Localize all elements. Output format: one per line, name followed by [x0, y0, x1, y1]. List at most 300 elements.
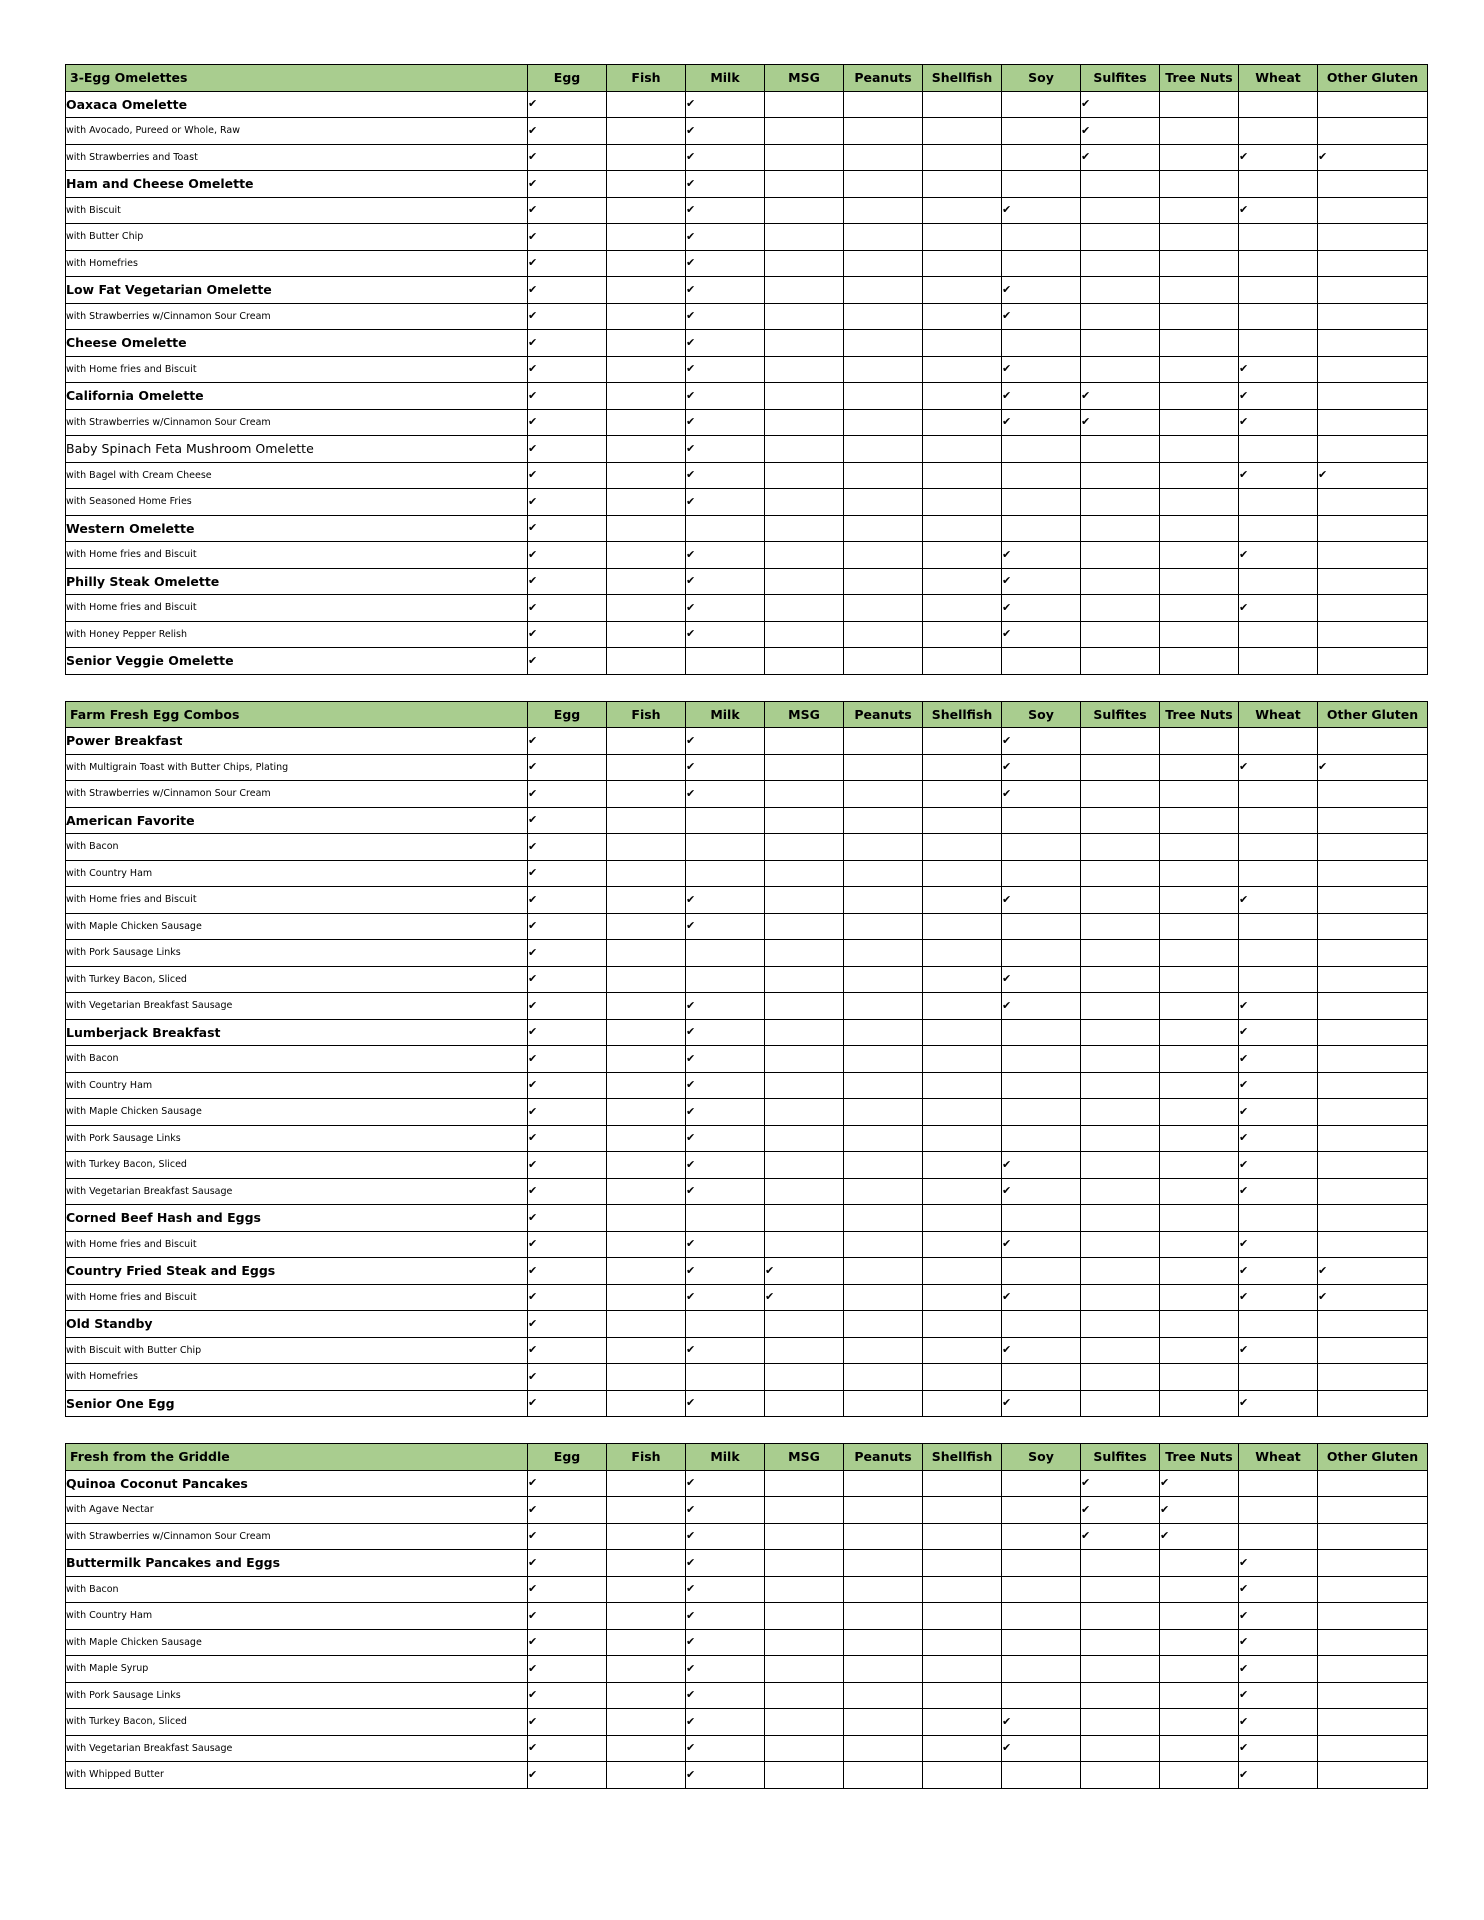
allergen-cell-soy	[1002, 1603, 1081, 1630]
allergen-cell-other-gluten	[1318, 993, 1428, 1020]
allergen-cell-soy	[1002, 1231, 1081, 1258]
allergen-cell-sulfites	[1081, 1364, 1160, 1391]
allergen-cell-soy	[1002, 436, 1081, 463]
allergen-cell-soy	[1002, 1046, 1081, 1073]
column-header-sulfites: Sulfites	[1081, 701, 1160, 728]
allergen-cell-peanuts	[844, 1046, 923, 1073]
column-header-msg: MSG	[765, 65, 844, 92]
allergen-cell-peanuts	[844, 303, 923, 330]
allergen-cell-sulfites	[1081, 1656, 1160, 1683]
allergen-cell-fish	[607, 1046, 686, 1073]
checkmark-icon: ✔	[686, 1582, 696, 1596]
allergen-cell-wheat	[1239, 250, 1318, 277]
side-option-row	[66, 1125, 1428, 1152]
allergen-cell-milk	[686, 1576, 765, 1603]
allergen-cell-soy	[1002, 913, 1081, 940]
allergen-cell-shellfish	[923, 1125, 1002, 1152]
allergen-cell-wheat	[1239, 1762, 1318, 1789]
allergen-cell-msg	[765, 1709, 844, 1736]
checkmark-icon: ✔	[528, 1635, 538, 1649]
allergen-cell-other-gluten	[1318, 489, 1428, 516]
checkmark-icon: ✔	[686, 150, 696, 164]
side-option-row	[66, 1656, 1428, 1683]
allergen-cell-msg	[765, 303, 844, 330]
checkmark-icon: ✔	[1239, 1555, 1249, 1569]
side-option-name: with Maple Chicken Sausage	[66, 1629, 528, 1656]
checkmark-icon: ✔	[528, 998, 538, 1012]
side-option-row	[66, 542, 1428, 569]
allergen-cell-peanuts	[844, 91, 923, 118]
allergen-cell-wheat	[1239, 621, 1318, 648]
allergen-cell-fish	[607, 542, 686, 569]
checkmark-icon: ✔	[528, 388, 538, 402]
allergen-cell-msg	[765, 913, 844, 940]
allergen-cell-sulfites	[1081, 1284, 1160, 1311]
side-option-row	[66, 1629, 1428, 1656]
checkmark-icon: ✔	[1239, 1263, 1249, 1277]
allergen-cell-tree-nuts	[1160, 1523, 1239, 1550]
allergen-cell-msg	[765, 1258, 844, 1285]
side-option-row	[66, 1152, 1428, 1179]
allergen-cell-soy	[1002, 1099, 1081, 1126]
allergen-cell-tree-nuts	[1160, 436, 1239, 463]
allergen-cell-other-gluten	[1318, 1284, 1428, 1311]
allergen-cell-shellfish	[923, 621, 1002, 648]
allergen-cell-wheat	[1239, 1550, 1318, 1577]
allergen-cell-msg	[765, 1284, 844, 1311]
allergen-cell-wheat	[1239, 224, 1318, 251]
allergen-cell-soy	[1002, 277, 1081, 304]
allergen-cell-fish	[607, 1205, 686, 1232]
menu-item-row	[66, 568, 1428, 595]
column-header-shellfish: Shellfish	[923, 65, 1002, 92]
checkmark-icon: ✔	[1002, 733, 1012, 747]
allergen-cell-soy	[1002, 621, 1081, 648]
allergen-cell-shellfish	[923, 356, 1002, 383]
allergen-cell-tree-nuts	[1160, 1231, 1239, 1258]
allergen-cell-shellfish	[923, 1390, 1002, 1417]
allergen-cell-milk	[686, 648, 765, 675]
allergen-cell-soy	[1002, 1470, 1081, 1497]
allergen-cell-egg	[528, 913, 607, 940]
menu-item-row	[66, 277, 1428, 304]
allergen-cell-egg	[528, 171, 607, 198]
checkmark-icon: ✔	[1239, 1767, 1249, 1781]
column-header-egg: Egg	[528, 1444, 607, 1471]
allergen-cell-peanuts	[844, 648, 923, 675]
allergen-cell-sulfites	[1081, 754, 1160, 781]
checkmark-icon: ✔	[686, 760, 696, 774]
checkmark-icon: ✔	[1002, 362, 1012, 376]
allergen-cell-tree-nuts	[1160, 621, 1239, 648]
allergen-cell-fish	[607, 728, 686, 755]
allergen-cell-sulfites	[1081, 462, 1160, 489]
checkmark-icon: ✔	[1160, 1529, 1170, 1543]
allergen-cell-peanuts	[844, 436, 923, 463]
allergen-cell-milk	[686, 940, 765, 967]
checkmark-icon: ✔	[528, 1555, 538, 1569]
allergen-cell-tree-nuts	[1160, 1390, 1239, 1417]
allergen-cell-msg	[765, 171, 844, 198]
allergen-cell-tree-nuts	[1160, 1629, 1239, 1656]
allergen-cell-sulfites	[1081, 144, 1160, 171]
checkmark-icon: ✔	[528, 97, 538, 111]
allergen-cell-shellfish	[923, 966, 1002, 993]
allergen-cell-other-gluten	[1318, 781, 1428, 808]
allergen-cell-fish	[607, 1152, 686, 1179]
checkmark-icon: ✔	[686, 1741, 696, 1755]
allergen-cell-msg	[765, 197, 844, 224]
section-title: Farm Fresh Egg Combos	[66, 701, 528, 728]
checkmark-icon: ✔	[528, 1051, 538, 1065]
allergen-cell-milk	[686, 1178, 765, 1205]
checkmark-icon: ✔	[686, 1025, 696, 1039]
allergen-cell-wheat	[1239, 568, 1318, 595]
allergen-cell-egg	[528, 356, 607, 383]
menu-item-name: California Omelette	[66, 383, 528, 410]
column-header-wheat: Wheat	[1239, 701, 1318, 728]
checkmark-icon: ✔	[528, 972, 538, 986]
allergen-cell-fish	[607, 781, 686, 808]
allergen-cell-msg	[765, 1337, 844, 1364]
allergen-cell-peanuts	[844, 330, 923, 357]
allergen-cell-wheat	[1239, 1709, 1318, 1736]
checkmark-icon: ✔	[528, 256, 538, 270]
allergen-cell-milk	[686, 834, 765, 861]
side-option-name: with Pork Sausage Links	[66, 1125, 528, 1152]
allergen-cell-other-gluten	[1318, 1019, 1428, 1046]
allergen-cell-shellfish	[923, 568, 1002, 595]
allergen-cell-msg	[765, 542, 844, 569]
side-option-name: with Home fries and Biscuit	[66, 1284, 528, 1311]
side-option-name: with Home fries and Biscuit	[66, 595, 528, 622]
allergen-cell-other-gluten	[1318, 1231, 1428, 1258]
column-header-wheat: Wheat	[1239, 65, 1318, 92]
checkmark-icon: ✔	[686, 547, 696, 561]
allergen-cell-tree-nuts	[1160, 224, 1239, 251]
checkmark-icon: ✔	[1002, 415, 1012, 429]
allergen-cell-tree-nuts	[1160, 383, 1239, 410]
allergen-cell-soy	[1002, 91, 1081, 118]
column-header-milk: Milk	[686, 65, 765, 92]
checkmark-icon: ✔	[528, 547, 538, 561]
checkmark-icon: ✔	[528, 1582, 538, 1596]
allergen-cell-tree-nuts	[1160, 171, 1239, 198]
allergen-cell-sulfites	[1081, 303, 1160, 330]
allergen-cell-peanuts	[844, 197, 923, 224]
allergen-cell-soy	[1002, 648, 1081, 675]
allergen-cell-other-gluten	[1318, 1152, 1428, 1179]
allergen-cell-soy	[1002, 1364, 1081, 1391]
checkmark-icon: ✔	[1081, 1502, 1091, 1516]
allergen-cell-egg	[528, 542, 607, 569]
checkmark-icon: ✔	[1239, 1237, 1249, 1251]
allergen-cell-egg	[528, 1523, 607, 1550]
checkmark-icon: ✔	[528, 919, 538, 933]
checkmark-icon: ✔	[528, 1476, 538, 1490]
allergen-cell-soy	[1002, 993, 1081, 1020]
allergen-cell-sulfites	[1081, 1046, 1160, 1073]
allergen-cell-wheat	[1239, 436, 1318, 463]
column-header-shellfish: Shellfish	[923, 701, 1002, 728]
allergen-cell-sulfites	[1081, 197, 1160, 224]
allergen-cell-peanuts	[844, 993, 923, 1020]
allergen-cell-shellfish	[923, 1576, 1002, 1603]
allergen-cell-other-gluten	[1318, 171, 1428, 198]
column-header-egg: Egg	[528, 701, 607, 728]
allergen-cell-sulfites	[1081, 383, 1160, 410]
side-option-name: with Home fries and Biscuit	[66, 887, 528, 914]
allergen-cell-fish	[607, 1762, 686, 1789]
checkmark-icon: ✔	[765, 1263, 775, 1277]
allergen-cell-fish	[607, 887, 686, 914]
allergen-cell-milk	[686, 1231, 765, 1258]
allergen-cell-egg	[528, 515, 607, 542]
column-header-egg: Egg	[528, 65, 607, 92]
allergen-cell-sulfites	[1081, 277, 1160, 304]
allergen-cell-wheat	[1239, 913, 1318, 940]
allergen-cell-peanuts	[844, 1735, 923, 1762]
allergen-cell-peanuts	[844, 1682, 923, 1709]
side-option-name: with Strawberries w/Cinnamon Sour Cream	[66, 303, 528, 330]
column-header-tree-nuts: Tree Nuts	[1160, 701, 1239, 728]
allergen-cell-tree-nuts	[1160, 966, 1239, 993]
menu-item-name: Lumberjack Breakfast	[66, 1019, 528, 1046]
allergen-cell-peanuts	[844, 250, 923, 277]
allergen-cell-tree-nuts	[1160, 1178, 1239, 1205]
checkmark-icon: ✔	[528, 468, 538, 482]
allergen-cell-tree-nuts	[1160, 303, 1239, 330]
allergen-cell-fish	[607, 807, 686, 834]
allergen-cell-shellfish	[923, 489, 1002, 516]
allergen-cell-shellfish	[923, 1550, 1002, 1577]
allergen-cell-peanuts	[844, 595, 923, 622]
header-row	[66, 65, 1428, 92]
checkmark-icon: ✔	[686, 309, 696, 323]
allergen-cell-msg	[765, 383, 844, 410]
allergen-cell-egg	[528, 834, 607, 861]
allergen-cell-other-gluten	[1318, 1046, 1428, 1073]
allergen-cell-sulfites	[1081, 1205, 1160, 1232]
allergen-cell-peanuts	[844, 224, 923, 251]
menu-item-name: Old Standby	[66, 1311, 528, 1338]
allergen-cell-tree-nuts	[1160, 913, 1239, 940]
allergen-cell-msg	[765, 728, 844, 755]
checkmark-icon: ✔	[1239, 1025, 1249, 1039]
allergen-cell-peanuts	[844, 144, 923, 171]
allergen-cell-other-gluten	[1318, 118, 1428, 145]
allergen-cell-peanuts	[844, 1390, 923, 1417]
allergen-cell-sulfites	[1081, 515, 1160, 542]
checkmark-icon: ✔	[1002, 1396, 1012, 1410]
checkmark-icon: ✔	[528, 1316, 538, 1330]
menu-item-row	[66, 383, 1428, 410]
side-option-name: with Strawberries w/Cinnamon Sour Cream	[66, 409, 528, 436]
allergen-cell-shellfish	[923, 1735, 1002, 1762]
allergen-cell-tree-nuts	[1160, 1152, 1239, 1179]
checkmark-icon: ✔	[1239, 388, 1249, 402]
allergen-cell-wheat	[1239, 1576, 1318, 1603]
allergen-cell-tree-nuts	[1160, 1709, 1239, 1736]
allergen-cell-tree-nuts	[1160, 277, 1239, 304]
allergen-cell-egg	[528, 1735, 607, 1762]
allergen-cell-shellfish	[923, 754, 1002, 781]
allergen-cell-wheat	[1239, 1205, 1318, 1232]
checkmark-icon: ✔	[1239, 362, 1249, 376]
allergen-cell-fish	[607, 1603, 686, 1630]
allergen-cell-egg	[528, 1046, 607, 1073]
allergen-cell-soy	[1002, 1735, 1081, 1762]
allergen-cell-sulfites	[1081, 1152, 1160, 1179]
allergen-cell-sulfites	[1081, 1311, 1160, 1338]
allergen-cell-other-gluten	[1318, 621, 1428, 648]
side-option-name: with Avocado, Pureed or Whole, Raw	[66, 118, 528, 145]
allergen-cell-milk	[686, 1523, 765, 1550]
side-option-name: with Maple Syrup	[66, 1656, 528, 1683]
allergen-cell-soy	[1002, 860, 1081, 887]
allergen-cell-soy	[1002, 489, 1081, 516]
allergen-cell-shellfish	[923, 250, 1002, 277]
allergen-cell-shellfish	[923, 1682, 1002, 1709]
checkmark-icon: ✔	[1239, 1343, 1249, 1357]
allergen-cell-msg	[765, 1682, 844, 1709]
checkmark-icon: ✔	[686, 733, 696, 747]
allergen-cell-fish	[607, 1019, 686, 1046]
allergen-cell-other-gluten	[1318, 1682, 1428, 1709]
allergen-cell-shellfish	[923, 462, 1002, 489]
allergen-cell-milk	[686, 781, 765, 808]
checkmark-icon: ✔	[528, 892, 538, 906]
checkmark-icon: ✔	[528, 1343, 538, 1357]
checkmark-icon: ✔	[528, 441, 538, 455]
column-header-soy: Soy	[1002, 65, 1081, 92]
allergen-cell-shellfish	[923, 303, 1002, 330]
allergen-cell-sulfites	[1081, 860, 1160, 887]
allergen-cell-milk	[686, 887, 765, 914]
allergen-cell-tree-nuts	[1160, 462, 1239, 489]
allergen-cell-fish	[607, 1656, 686, 1683]
allergen-cell-tree-nuts	[1160, 648, 1239, 675]
checkmark-icon: ✔	[686, 415, 696, 429]
allergen-cell-soy	[1002, 250, 1081, 277]
allergen-cell-tree-nuts	[1160, 887, 1239, 914]
allergen-cell-peanuts	[844, 860, 923, 887]
allergen-cell-wheat	[1239, 887, 1318, 914]
allergen-cell-soy	[1002, 1576, 1081, 1603]
allergen-cell-sulfites	[1081, 489, 1160, 516]
allergen-cell-soy	[1002, 754, 1081, 781]
allergen-cell-other-gluten	[1318, 1550, 1428, 1577]
allergen-cell-milk	[686, 118, 765, 145]
allergen-cell-shellfish	[923, 1284, 1002, 1311]
allergen-cell-tree-nuts	[1160, 807, 1239, 834]
allergen-cell-milk	[686, 1152, 765, 1179]
allergen-cell-wheat	[1239, 197, 1318, 224]
checkmark-icon: ✔	[686, 998, 696, 1012]
allergen-cell-soy	[1002, 1125, 1081, 1152]
allergen-cell-milk	[686, 1099, 765, 1126]
allergen-cell-wheat	[1239, 1656, 1318, 1683]
checkmark-icon: ✔	[528, 653, 538, 667]
allergen-cell-shellfish	[923, 1470, 1002, 1497]
allergen-cell-tree-nuts	[1160, 940, 1239, 967]
side-option-name: with Bagel with Cream Cheese	[66, 462, 528, 489]
allergen-cell-fish	[607, 489, 686, 516]
allergen-cell-sulfites	[1081, 1735, 1160, 1762]
allergen-cell-peanuts	[844, 834, 923, 861]
allergen-cell-tree-nuts	[1160, 1125, 1239, 1152]
checkmark-icon: ✔	[528, 1184, 538, 1198]
checkmark-icon: ✔	[686, 1529, 696, 1543]
side-option-row	[66, 993, 1428, 1020]
checkmark-icon: ✔	[528, 415, 538, 429]
side-option-name: with Maple Chicken Sausage	[66, 1099, 528, 1126]
allergen-cell-peanuts	[844, 1550, 923, 1577]
allergen-cell-fish	[607, 1178, 686, 1205]
checkmark-icon: ✔	[686, 1714, 696, 1728]
allergen-cell-other-gluten	[1318, 728, 1428, 755]
allergen-cell-shellfish	[923, 1099, 1002, 1126]
allergen-cell-shellfish	[923, 728, 1002, 755]
allergen-cell-soy	[1002, 940, 1081, 967]
column-header-shellfish: Shellfish	[923, 1444, 1002, 1471]
allergen-cell-msg	[765, 1523, 844, 1550]
allergen-cell-wheat	[1239, 118, 1318, 145]
allergen-cell-fish	[607, 1072, 686, 1099]
allergen-cell-other-gluten	[1318, 1497, 1428, 1524]
allergen-cell-other-gluten	[1318, 1576, 1428, 1603]
allergen-cell-tree-nuts	[1160, 489, 1239, 516]
checkmark-icon: ✔	[686, 1078, 696, 1092]
checkmark-icon: ✔	[1318, 1290, 1328, 1304]
allergen-cell-egg	[528, 595, 607, 622]
allergen-cell-other-gluten	[1318, 197, 1428, 224]
allergen-cell-wheat	[1239, 1682, 1318, 1709]
checkmark-icon: ✔	[686, 1635, 696, 1649]
checkmark-icon: ✔	[528, 1502, 538, 1516]
allergen-cell-fish	[607, 1629, 686, 1656]
side-option-row	[66, 1497, 1428, 1524]
side-option-row	[66, 1337, 1428, 1364]
allergen-cell-sulfites	[1081, 1497, 1160, 1524]
allergen-cell-wheat	[1239, 462, 1318, 489]
allergen-table-farm-fresh-egg-combos	[65, 701, 1428, 1418]
allergen-cell-milk	[686, 277, 765, 304]
allergen-cell-wheat	[1239, 1099, 1318, 1126]
allergen-cell-soy	[1002, 383, 1081, 410]
allergen-cell-wheat	[1239, 303, 1318, 330]
allergen-cell-wheat	[1239, 1390, 1318, 1417]
allergen-cell-fish	[607, 224, 686, 251]
allergen-cell-other-gluten	[1318, 250, 1428, 277]
allergen-cell-egg	[528, 1231, 607, 1258]
allergen-cell-sulfites	[1081, 1550, 1160, 1577]
menu-item-row	[66, 1390, 1428, 1417]
header-row	[66, 1444, 1428, 1471]
allergen-cell-other-gluten	[1318, 568, 1428, 595]
allergen-cell-sulfites	[1081, 1603, 1160, 1630]
allergen-cell-msg	[765, 1046, 844, 1073]
checkmark-icon: ✔	[528, 1237, 538, 1251]
side-option-name: with Pork Sausage Links	[66, 940, 528, 967]
checkmark-icon: ✔	[686, 1767, 696, 1781]
column-header-msg: MSG	[765, 701, 844, 728]
allergen-cell-msg	[765, 887, 844, 914]
allergen-cell-soy	[1002, 171, 1081, 198]
side-option-row	[66, 303, 1428, 330]
allergen-cell-wheat	[1239, 1178, 1318, 1205]
checkmark-icon: ✔	[1318, 1263, 1328, 1277]
